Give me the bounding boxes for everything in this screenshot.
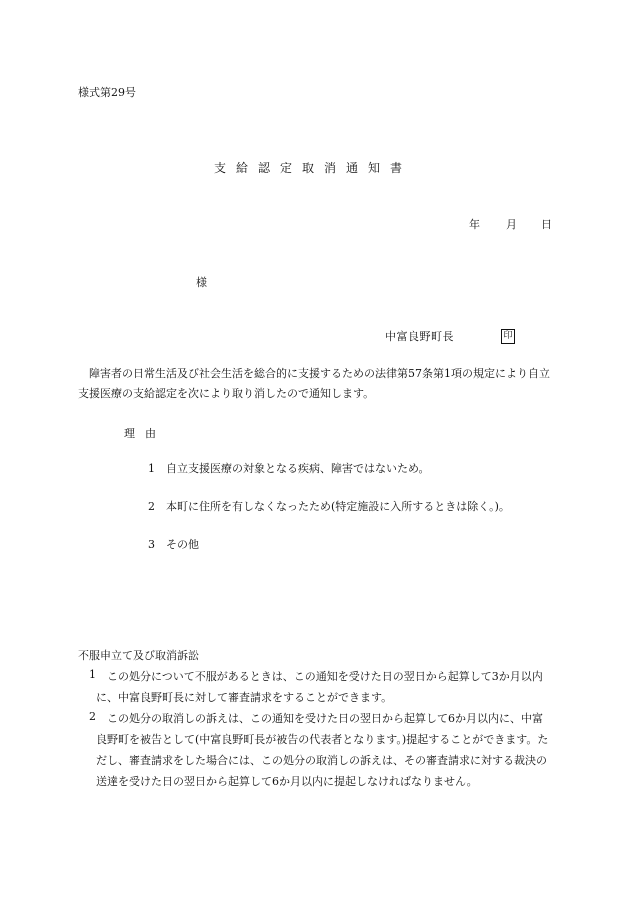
seal-mark: 印 xyxy=(501,329,515,344)
reason-item-1-number: 1 xyxy=(148,462,155,475)
recipient-suffix: 様 xyxy=(196,276,207,289)
appeal-heading: 不服申立て及び取消訴訟 xyxy=(78,649,199,662)
reason-item-2-number: 2 xyxy=(148,500,155,513)
notice-body: 障害者の日常生活及び社会生活を総合的に支援するための法律第57条第1項の規定により自立支援医療の支給認定を次により取り消したので通知します。 xyxy=(78,367,550,400)
reason-item-3-number: 3 xyxy=(148,538,155,551)
date-day-label: 日 xyxy=(541,218,552,231)
date-month-label: 月 xyxy=(506,218,517,231)
issuer-name: 中富良野町長 xyxy=(385,330,454,343)
form-number: 様式第29号 xyxy=(78,86,136,99)
appeal-item-1-number: 1 xyxy=(89,668,96,681)
document-title: 支給認定取消通知書 xyxy=(214,161,413,175)
appeal-item-2-text: この処分の取消しの訴えは、この通知を受けた日の翌日から起算して6か月以内に、中富良野町を被告として(中富良野町長が被告の代表者となります。)提起することができます。ただし、審査請求をした場合には、この処分の取消しの訴えは、その審査請求に対する裁決の送達を受けた日の翌日から起算して6か月以内に提起しなければなりません。 xyxy=(96,712,549,788)
reason-item-3-text: その他 xyxy=(166,538,199,551)
reason-item-2-text: 本町に住所を有しなくなったため(特定施設に入所するときは除く。)。 xyxy=(166,500,510,513)
date-year-label: 年 xyxy=(469,218,480,231)
appeal-item-1-text: この処分について不服があるときは、この通知を受けた日の翌日から起算して3か月以内に、中富良野町長に対して審査請求をすることができます。 xyxy=(96,670,543,704)
appeal-item-2-number: 2 xyxy=(89,710,96,723)
reason-item-1-text: 自立支援医療の対象となる疾病、障害ではないため。 xyxy=(166,462,430,475)
reason-heading: 理由 xyxy=(124,427,166,440)
